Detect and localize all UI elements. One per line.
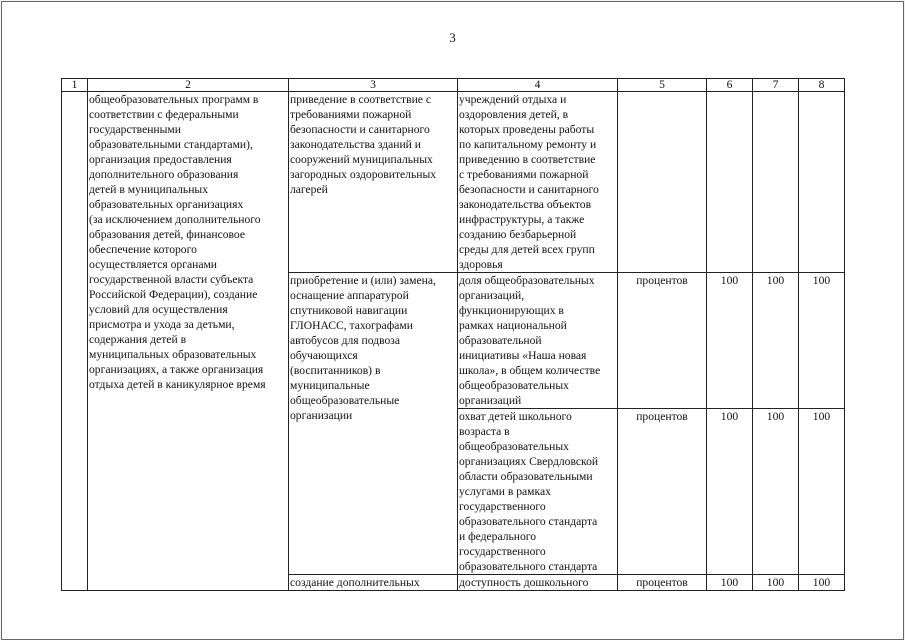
table-header-row bbox=[62, 79, 845, 92]
header-cell: 5 bbox=[618, 79, 707, 92]
header-cell: 4 bbox=[458, 79, 618, 92]
unit-cell: процентов bbox=[618, 575, 707, 591]
indicators-table bbox=[61, 78, 845, 591]
header-cell: 2 bbox=[88, 79, 289, 92]
value-cell: 100 bbox=[799, 409, 845, 575]
value-cell: 100 bbox=[799, 575, 845, 591]
event-cell: создание дополнительных bbox=[289, 575, 458, 591]
unit-cell: процентов bbox=[618, 273, 707, 409]
value-cell bbox=[707, 92, 753, 273]
indicator-cell: охват детей школьного возраста в общеобразовательных организациях Свердловской области образовательными услугами в рамках государственного образовательного стандарта и федерального государственного образовательного стандарта bbox=[458, 409, 618, 575]
header-cell: 8 bbox=[799, 79, 845, 92]
value-cell: 100 bbox=[753, 575, 799, 591]
row-number-cell bbox=[62, 92, 88, 591]
event-cell: приведение в соответствие с требованиями пожарной безопасности и санитарного законодательства зданий и сооружений муниципальных загородных оздоровительных лагерей bbox=[289, 92, 458, 273]
header-cell: 3 bbox=[289, 79, 458, 92]
indicator-cell: доля общеобразовательных организаций, функционирующих в рамках национальной образовательной инициативы «Наша новая школа», в общем количестве общеобразовательных организаций bbox=[458, 273, 618, 409]
value-cell: 100 bbox=[799, 273, 845, 409]
value-cell: 100 bbox=[707, 273, 753, 409]
page-number: 3 bbox=[449, 30, 456, 45]
unit-cell: процентов bbox=[618, 409, 707, 575]
header-cell: 7 bbox=[753, 79, 799, 92]
value-cell bbox=[753, 92, 799, 273]
header-cell: 1 bbox=[62, 79, 88, 92]
value-cell bbox=[799, 92, 845, 273]
indicator-cell: доступность дошкольного bbox=[458, 575, 618, 591]
header-cell: 6 bbox=[707, 79, 753, 92]
indicator-cell: учреждений отдыха и оздоровления детей, в которых проведены работы по капитальному ремонту и приведению в соответствие с требованиями пожарной безопасности и санитарного законодательства объектов инфраструктуры, а также созданию безбарьерной среды для детей всех групп здоровья bbox=[458, 92, 618, 273]
value-cell: 100 bbox=[753, 273, 799, 409]
table-row bbox=[62, 92, 845, 273]
value-cell: 100 bbox=[707, 409, 753, 575]
value-cell: 100 bbox=[707, 575, 753, 591]
value-cell: 100 bbox=[753, 409, 799, 575]
event-cell: приобретение и (или) замена, оснащение аппаратурой спутниковой навигации ГЛОНАСС, тахографами автобусов для подвоза обучающихся (воспитанников) в муниципальные общеобразовательные организации bbox=[289, 273, 458, 575]
unit-cell bbox=[618, 92, 707, 273]
task-cell: общеобразовательных программ в соответствии с федеральными государственными образовательными стандартами), организация предоставления дополнительного образования детей в муниципальных образовательных организациях (за исключением дополнительного образования детей, финансовое обеспечение которого осуществляется органами государственной власти субъекта Российской Федерации), создание условий для осуществления присмотра и ухода за детьми, содержания детей в муниципальных образовательных организациях, а также организация отдыха детей в каникулярное время bbox=[88, 92, 289, 591]
